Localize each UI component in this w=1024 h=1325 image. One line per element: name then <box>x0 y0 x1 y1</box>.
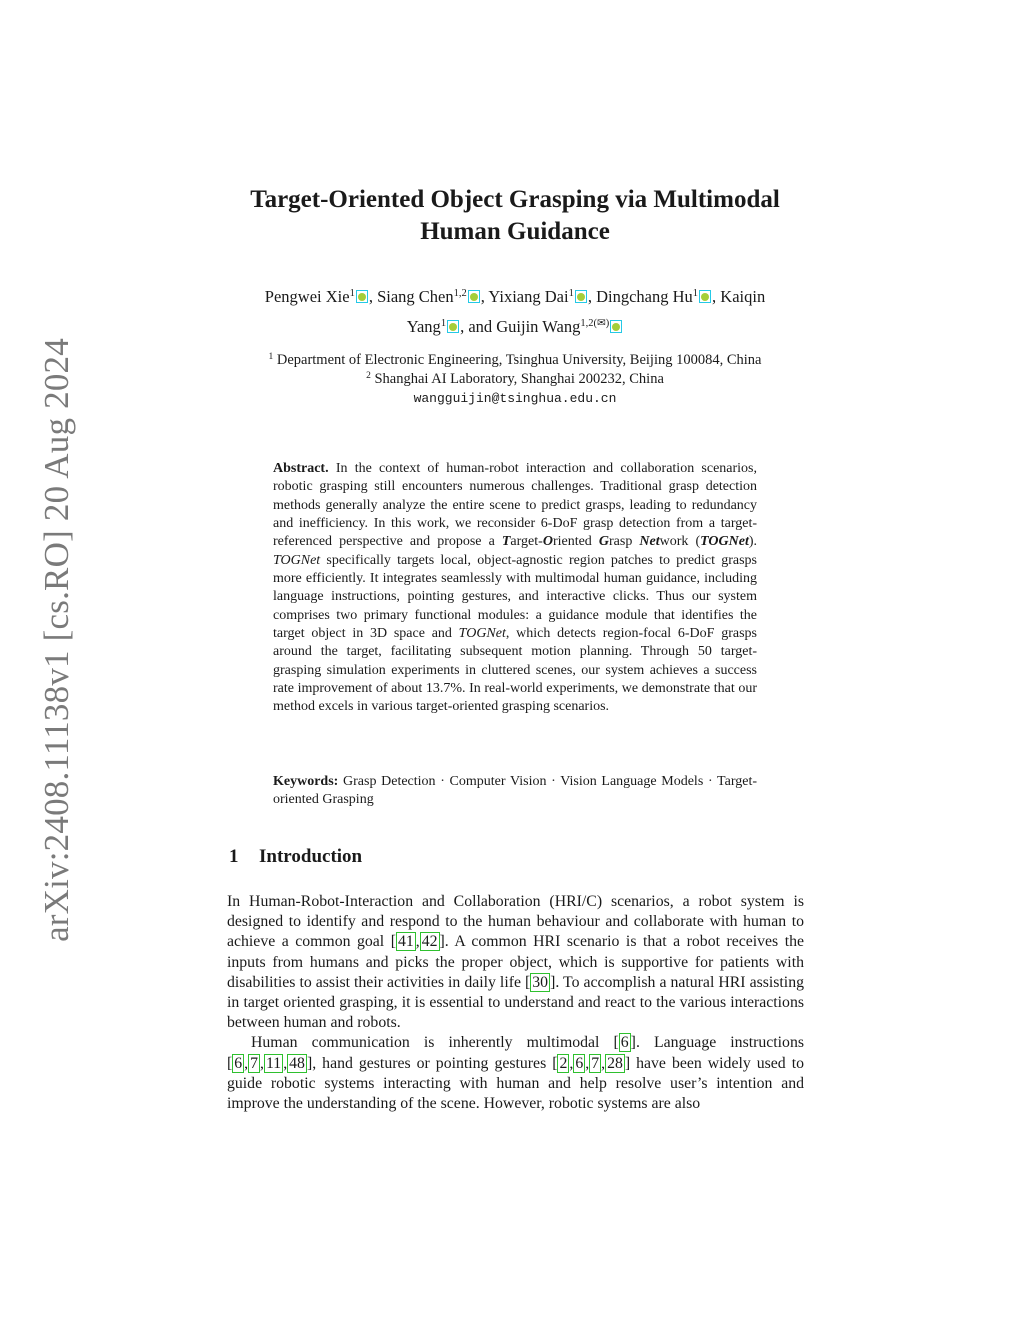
citation-link[interactable]: 30 <box>532 973 549 991</box>
citation-link[interactable]: 48 <box>289 1054 305 1072</box>
affiliations <box>0 351 1024 408</box>
author-affil: 1 <box>692 288 699 299</box>
orcid-icon[interactable] <box>699 290 711 303</box>
paragraph: In Human-Robot-Interaction and Collaboration (HRI/C) scenarios, a robot system is designed to identify and respond to the human behaviour and collaborate with human to achieve a common goal [ 41 , 42 ]. A common HRI scenario is that a robot receives the inputs from humans and picks the proper object, which is supportive for patients with disabilities to assist their activities in daily life [ 30 ]. To accomplish a natural HRI assisting in target oriented grasping, it is essential to understand and react to the various interactions between human and robots. <box>227 893 804 1032</box>
citation-link[interactable]: 11 <box>265 1054 282 1072</box>
citation-link[interactable]: 7 <box>591 1054 600 1072</box>
author-line-1 <box>0 282 1024 312</box>
abstract: Abstract. In the context of human-robot interaction and collaboration scenarios, robotic grasping still encounters numerous challenges. Traditional grasp detection methods generally analyze the entire scene to predict grasps, leading to redundancy and inefficiency. In this work, we reconsider 6-DoF grasp detection from a target-referenced perspective and propose a Target-Oriented Grasp Network (TOGNet). TOGNet specifically targets local, object-agnostic region patches to predict grasps more efficiently. It integrates seamlessly with multimodal human guidance, including language instructions, pointing gestures, and interactive clicks. Thus our system comprises two primary functional modules: a guidance module that identifies the target object in 3D space and TOGNet, which detects region-focal 6-DoF grasps around the target, facilitating subsequent motion planning. Through 50 target-grasping simulation experiments in cluttered scenes, our system achieves a success rate improvement of about 13.7%. In real-world experiments, we demonstrate that our method excels in various target-oriented grasping scenarios. <box>273 461 758 715</box>
author-name: , Dingchang Hu <box>587 287 693 306</box>
author-name: , and Guijin Wang <box>460 317 581 336</box>
author-name: , Yixiang Dai <box>480 287 569 306</box>
paragraph: Human communication is inherently multimodal [ 6 ]. Language instructions [ 6 , 7 , 11 , 48 ], hand gestures or pointing gestures [ 2 , 6 , 7 , 28 ] have been widely used to guide robotic systems interacting with human and help resolve user’s intention and improve the understanding of the scene. However, robotic systems are also <box>227 1034 805 1113</box>
author-line-2 <box>0 312 1024 342</box>
affiliation-1: $^1$ Department of Electronic Engineering, Tsinghua University, Beijing 100084, China <box>268 352 762 368</box>
citation-link[interactable]: 6 <box>575 1054 584 1072</box>
citation-link[interactable]: 2 <box>559 1054 568 1072</box>
orcid-icon[interactable] <box>610 320 622 333</box>
author-name: , Siang Chen <box>368 287 454 306</box>
title-line-2: Human Guidance <box>420 218 610 245</box>
author-name: Pengwei Xie <box>264 287 350 306</box>
author-affil: 1,2 <box>453 288 467 299</box>
section-heading <box>229 846 362 868</box>
orcid-icon[interactable] <box>356 290 368 303</box>
author-affil: 1 <box>440 318 447 329</box>
keywords-label: Keywords: <box>273 774 339 789</box>
abstract-label: Abstract. <box>273 461 329 476</box>
author-affil: 1,2(✉) <box>580 318 610 329</box>
paper-title <box>0 184 1024 248</box>
section-number: 1 <box>229 846 239 867</box>
citation-link[interactable]: 6 <box>234 1054 243 1072</box>
orcid-icon[interactable] <box>468 290 480 303</box>
orcid-icon[interactable] <box>575 290 587 303</box>
keywords: Keywords: Grasp Detection · Computer Vision · Vision Language Models · Target-oriented Grasping <box>273 774 757 808</box>
body-text <box>227 892 804 1114</box>
citation-link[interactable]: 41 <box>397 933 414 951</box>
affiliation-2: $^2$ Shanghai AI Laboratory, Shanghai 200232, China <box>366 371 664 387</box>
citation-link[interactable]: 7 <box>250 1054 259 1072</box>
author-name: Yang <box>406 317 441 336</box>
section-title: Introduction <box>259 846 363 867</box>
contact-email[interactable]: wangguijin@tsinghua.edu.cn <box>413 391 617 406</box>
citation-link[interactable]: 6 <box>620 1034 629 1052</box>
title-line-1: Target-Oriented Object Grasping via Multimodal <box>250 186 780 213</box>
author-list <box>0 282 1024 342</box>
author-affil: 1 <box>349 288 355 299</box>
citation-link[interactable]: 42 <box>421 933 438 951</box>
citation-link[interactable]: 28 <box>607 1054 623 1072</box>
author-name: , Kaiqin <box>712 287 766 306</box>
author-affil: 1 <box>568 288 574 299</box>
arxiv-identifier: arXiv:2408.11138v1 [cs.RO] 20 Aug 2024 <box>37 338 76 942</box>
orcid-icon[interactable] <box>447 320 459 333</box>
